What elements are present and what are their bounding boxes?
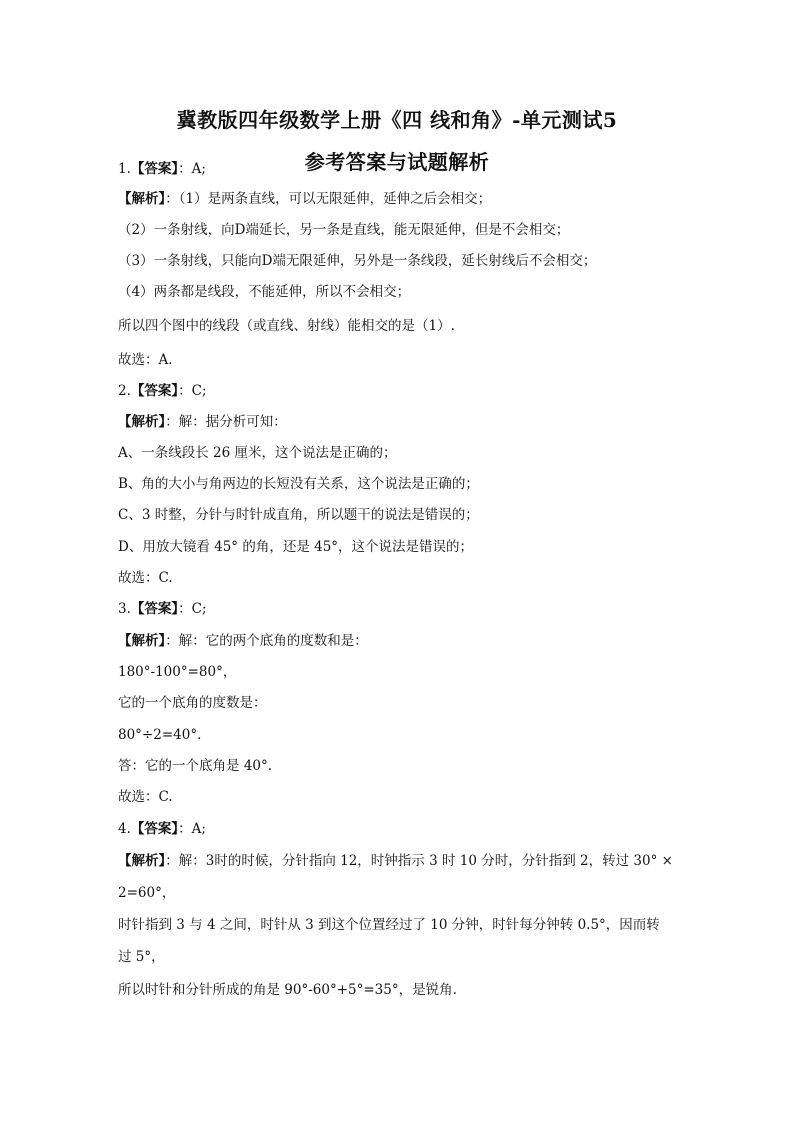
q4-answer-line <box>118 820 206 838</box>
q3-text-1: 它的一个底角的度数是： <box>118 695 267 711</box>
q2-analysis-text: ：解：据分析可知： <box>165 414 287 430</box>
q1-analysis-line-4: （4）两条都是线段，不能延伸，所以不会相交； <box>118 284 411 300</box>
q3-answer-label: 【答案】 <box>130 601 179 617</box>
q4-analysis-cont: 2=60°， <box>118 885 176 901</box>
q4-analysis-line <box>118 852 673 870</box>
q2-choice: 故选：C. <box>118 570 173 586</box>
q2-option-a: A、一条线段长 26 厘米，这个说法是正确的； <box>118 445 397 461</box>
q4-analysis-line-3: 过 5°， <box>118 949 165 965</box>
q1-analysis-line <box>118 190 491 208</box>
q2-analysis-label: 【解析】 <box>118 414 166 430</box>
q1-answer-label: 【答案】 <box>130 161 179 177</box>
q1-choice: 故选：A. <box>118 352 173 368</box>
document-subtitle: 参考答案与试题解析 <box>304 150 490 174</box>
q4-conclusion: 所以时针和分针所成的角是 90°-60°+5°=35°，是锐角. <box>118 982 457 998</box>
q1-analysis-line-2: （2）一条射线，向D端延长，另一条是直线，能无限延伸，但是不会相交； <box>118 222 570 238</box>
q1-answer-value: ：A; <box>178 161 206 177</box>
q2-number: 2. <box>118 383 131 399</box>
q2-option-c: C、3 时整，分针与时针成直角，所以题干的说法是错误的； <box>118 507 479 523</box>
q3-answer-line <box>118 600 207 618</box>
q2-answer-label: 【答案】 <box>130 383 179 399</box>
q1-answer-line <box>118 160 206 178</box>
q1-number: 1. <box>118 161 131 177</box>
document-title: 冀教版四年级数学上册《四 线和角》-单元测试5 <box>176 108 618 132</box>
q4-number: 4. <box>118 821 131 837</box>
q4-answer-value: ：A; <box>178 821 206 837</box>
q2-option-d: D、用放大镜看 45° 的角，还是 45°，这个说法是错误的； <box>118 539 474 555</box>
q4-answer-label: 【答案】 <box>130 821 179 837</box>
q2-analysis-line <box>118 413 287 431</box>
q4-analysis-line-2: 时针指到 3 与 4 之间，时针从 3 到这个位置经过了 10 分钟，时针每分钟转 0.5°，因而转 <box>118 917 660 933</box>
q4-analysis-text: ：解：3时的时候，分针指向 12，时钟指示 3 时 10 分时，分针指到 2，转过 30° × <box>165 853 673 869</box>
q1-analysis-line-3: （3）一条射线，只能向D端无限延伸，另外是一条线段，延长射线后不会相交； <box>118 253 597 269</box>
q3-calc-2: 80°÷2=40°. <box>118 727 202 743</box>
q3-analysis-text: ：解：它的两个底角的度数和是： <box>165 633 368 649</box>
q2-answer-line <box>118 382 207 400</box>
q1-analysis-label: 【解析】 <box>118 191 166 207</box>
q1-conclusion: 所以四个图中的线段（或直线、射线）能相交的是（1）. <box>118 318 455 334</box>
q3-analysis-label: 【解析】 <box>118 633 166 649</box>
q3-number: 3. <box>118 601 131 617</box>
q3-calc-1: 180°-100°=80°， <box>118 664 237 680</box>
q3-choice: 故选：C. <box>118 789 173 805</box>
q3-answer-value: ：C; <box>178 601 207 617</box>
q3-analysis-line <box>118 632 368 650</box>
q3-answer-text: 答：它的一个底角是 40°. <box>118 758 273 774</box>
q2-answer-value: ：C; <box>178 383 207 399</box>
q4-analysis-label: 【解析】 <box>118 853 166 869</box>
q2-option-b: B、角的大小与角两边的长短没有关系，这个说法是正确的； <box>118 476 479 492</box>
q1-analysis-text: ：（1）是两条直线，可以无限延伸，延伸之后会相交； <box>165 191 492 207</box>
